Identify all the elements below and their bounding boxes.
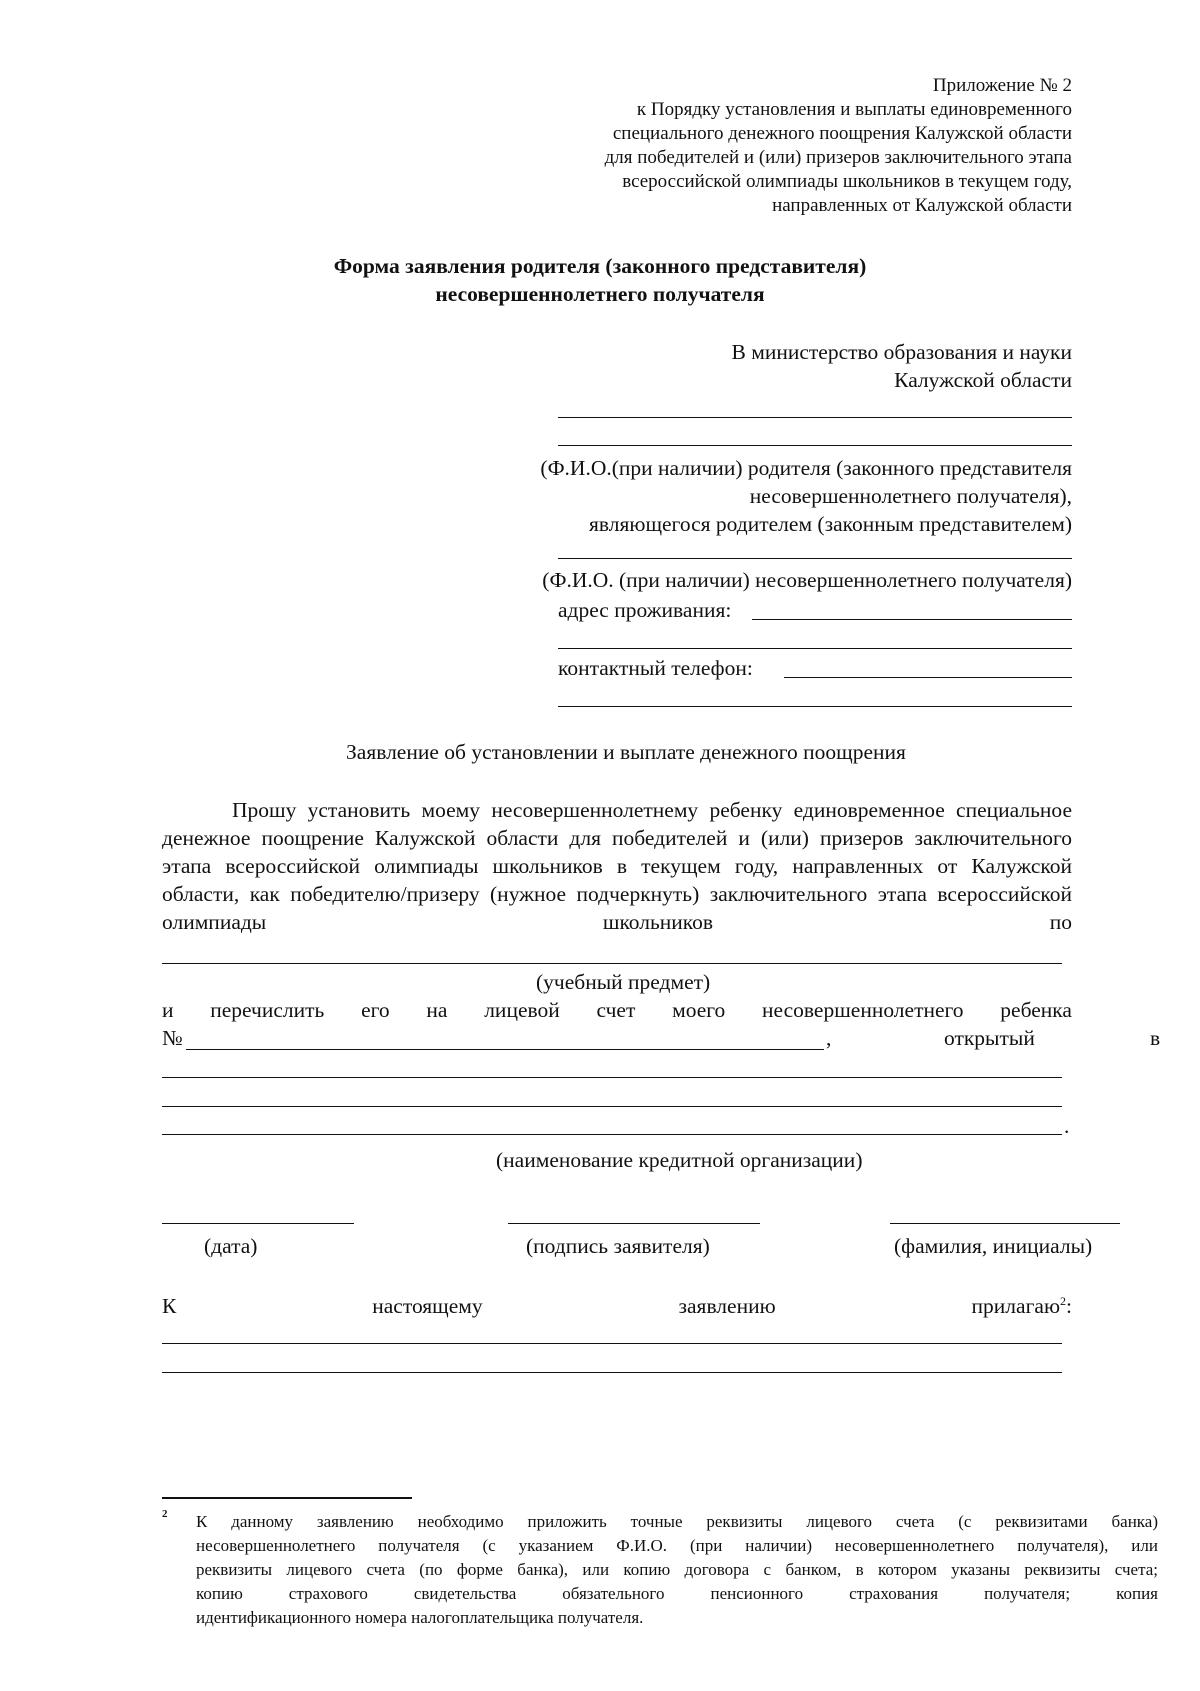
- address-input-line[interactable]: [752, 619, 1072, 620]
- name-caption: (фамилия, инициалы): [894, 1234, 1093, 1258]
- transfer-word: его: [361, 998, 390, 1022]
- attach-row: [162, 1292, 1072, 1320]
- account-number-input-line[interactable]: [186, 1049, 824, 1050]
- attach-word: настоящему: [372, 1294, 483, 1318]
- attach-input-line-2[interactable]: [162, 1372, 1062, 1373]
- olympiad-row: [162, 908, 1072, 936]
- appendix-number: Приложение № 2: [932, 75, 1072, 96]
- minor-name-line[interactable]: [558, 558, 1072, 559]
- transfer-word: несовершеннолетнего: [762, 998, 964, 1022]
- footnote-line-last: идентификационного номера налогоплательщика получателя.: [196, 1608, 644, 1627]
- footnote-line: К данному заявлению необходимо приложить точные реквизиты лицевого счета (с реквизитами банка): [196, 1512, 1158, 1531]
- subject-input-line[interactable]: [162, 963, 1062, 964]
- bank-caption: (наименование кредитной организации): [496, 1148, 863, 1172]
- olympiad-word: по: [1049, 910, 1072, 934]
- attach-word: К: [162, 1294, 177, 1318]
- address-label: адрес проживания:: [558, 598, 732, 622]
- body-paragraph-line: денежное поощрение Калужской области для победителей и (или) призеров заключительного: [162, 826, 1072, 850]
- applicant-caption-3: являющегося родителем (законным представителем): [589, 512, 1072, 536]
- appendix-line: специального денежного поощрения Калужской области: [612, 123, 1072, 144]
- statement-title: Заявление об установлении и выплате денежного поощрения: [346, 740, 906, 764]
- subject-caption: (учебный предмет): [536, 970, 711, 994]
- account-number-sign: №: [162, 1026, 183, 1050]
- phone-input-line-2[interactable]: [558, 706, 1072, 707]
- transfer-row: [162, 996, 1072, 1024]
- transfer-word: лицевой: [484, 998, 560, 1022]
- account-comma: ,: [826, 1026, 832, 1050]
- transfer-word: моего: [672, 998, 726, 1022]
- bank-input-line-2[interactable]: [162, 1106, 1062, 1107]
- applicant-name-line-2[interactable]: [558, 445, 1072, 446]
- footnote-mark: 2: [162, 1508, 168, 1520]
- body-paragraph-line: Прошу установить моему несовершеннолетнему ребенку единовременное специальное: [232, 798, 1072, 822]
- date-input-line[interactable]: [162, 1223, 354, 1224]
- attach-word: прилагаю: [971, 1294, 1061, 1318]
- form-title-line2: несовершеннолетнего получателя: [435, 282, 765, 306]
- date-caption: (дата): [204, 1234, 258, 1258]
- transfer-word: счет: [596, 998, 636, 1022]
- address-input-line-2[interactable]: [558, 648, 1072, 649]
- minor-caption: (Ф.И.О. (при наличии) несовершеннолетнего получателя): [542, 568, 1072, 592]
- applicant-caption-1: (Ф.И.О.(при наличии) родителя (законного представителя: [540, 456, 1072, 480]
- attach-word: заявлению: [678, 1294, 776, 1318]
- footnote-line: несовершеннолетнего получателя (с указанием Ф.И.О. (при наличии) несовершеннолетнего получателя), или: [196, 1536, 1158, 1555]
- olympiad-word: олимпиады: [162, 910, 267, 934]
- phone-input-line[interactable]: [784, 677, 1072, 678]
- bank-input-line-3[interactable]: [162, 1134, 1062, 1135]
- attach-input-line-1[interactable]: [162, 1343, 1062, 1344]
- transfer-word: на: [426, 998, 448, 1022]
- opened-word: открытый: [944, 1026, 1035, 1050]
- signature-caption: (подпись заявителя): [526, 1234, 710, 1258]
- addressee-line1: В министерство образования и науки: [731, 340, 1072, 364]
- attach-last-word: [972, 1292, 1072, 1320]
- bank-input-line-1[interactable]: [162, 1077, 1062, 1078]
- bank-period: .: [1064, 1114, 1070, 1138]
- applicant-name-line-1[interactable]: [558, 417, 1072, 418]
- olympiad-word: школьников: [602, 910, 714, 934]
- appendix-line: к Порядку установления и выплаты единовременного: [636, 99, 1072, 120]
- signature-input-line[interactable]: [508, 1223, 760, 1224]
- form-title-line1: Форма заявления родителя (законного представителя): [333, 254, 867, 278]
- in-word: в: [1150, 1026, 1161, 1050]
- footnote-separator: [162, 1497, 412, 1499]
- attach-colon: :: [1066, 1294, 1072, 1318]
- transfer-word: перечислить: [210, 998, 325, 1022]
- footnote-line: копию страхового свидетельства обязательного пенсионного страхования получателя; копия: [196, 1584, 1158, 1603]
- applicant-caption-2: несовершеннолетнего получателя),: [749, 484, 1072, 508]
- footnote-ref: 2: [1060, 1293, 1067, 1308]
- appendix-line: направленных от Калужской области: [772, 195, 1072, 216]
- body-paragraph-line: области, как победителю/призеру (нужное подчеркнуть) заключительного этапа всероссийской: [162, 882, 1072, 906]
- footnote-line: реквизиты лицевого счета (по форме банка), или копию договора с банком, в котором указаны реквизиты счета;: [196, 1560, 1158, 1579]
- body-paragraph-line: этапа всероссийской олимпиады школьников в текущем году, направленных от Калужской: [162, 854, 1072, 878]
- transfer-word: и: [162, 998, 174, 1022]
- appendix-line: всероссийской олимпиады школьников в текущем году,: [622, 171, 1072, 192]
- phone-label: контактный телефон:: [558, 656, 753, 680]
- transfer-word: ребенка: [1000, 998, 1072, 1022]
- name-input-line[interactable]: [890, 1223, 1120, 1224]
- appendix-line: для победителей и (или) призеров заключительного этапа: [604, 147, 1072, 168]
- addressee-line2: Калужской области: [894, 368, 1072, 392]
